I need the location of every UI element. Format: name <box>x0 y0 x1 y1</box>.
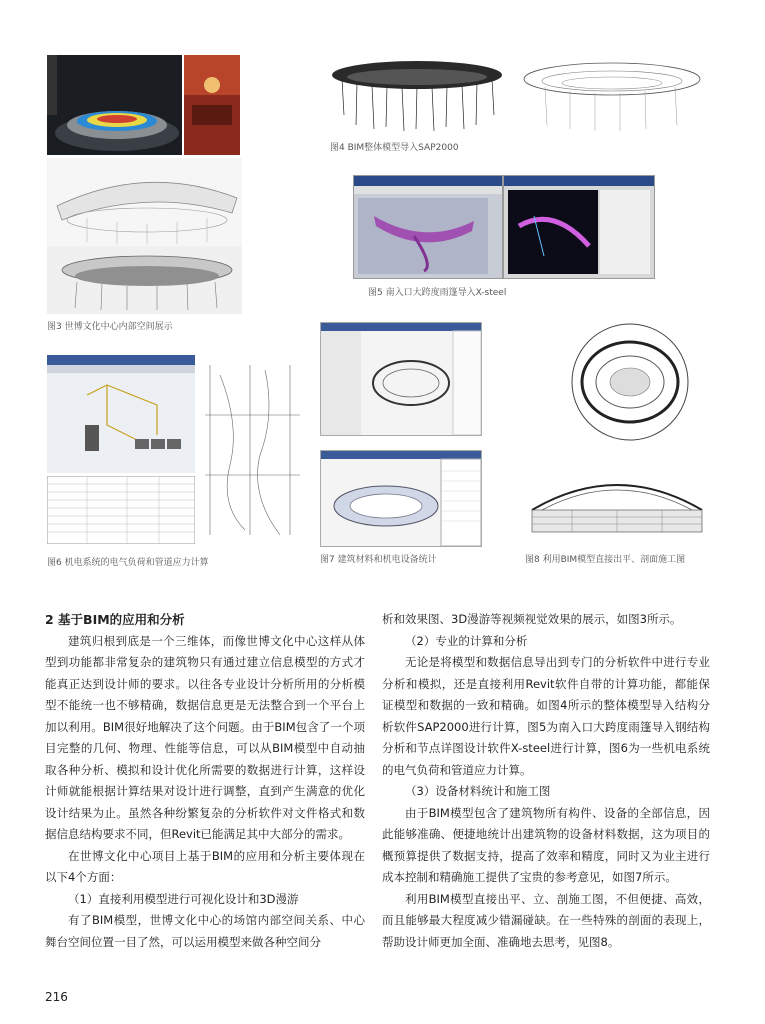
paragraph: 有了BIM模型，世博文化中心的场馆内部空间关系、中心舞台空间位置一目了然，可以运用模型来做各种空间分 <box>45 913 365 949</box>
figure-7a-revit <box>320 322 482 436</box>
figure-3-caption: 图3 世博文化中心内部空间展示 <box>47 322 173 332</box>
construction-section <box>522 455 712 545</box>
figure-7b-revit <box>320 450 482 547</box>
figure-6b-table <box>47 476 195 544</box>
figure-6-caption: 图6 机电系统的电气负荷和管道应力计算 <box>47 558 209 568</box>
figure-6c-pipe-stress <box>200 355 305 545</box>
figure-8b-section <box>522 455 712 545</box>
figure-8-caption: 图8 利用BIM模型直接出平、剖面施工图 <box>525 555 686 565</box>
pipe-stress-drawing <box>200 355 305 545</box>
paragraph: 利用BIM模型直接出平、立、剖施工图，不但便捷、高效，而且能够最大程度减少错漏碰缺。在一些特殊的剖面的表现上，帮助设计师更加全面、准确地去思考，见图8。 <box>382 891 710 949</box>
figure-8a-plan <box>565 318 695 446</box>
figure-5a-xsteel <box>353 175 503 279</box>
paragraph: 建筑归根到底是一个三维体，而像世博文化中心这样从体型到功能都非常复杂的建筑物只有通过建立信息模型的方式才能真正达到设计师的要求。以往各专业设计分析所用的分析模型不能统一也不够精确，数据信息更是无法整合到一个平台上加以利用。BIM很好地解决了这个问题。由于BIM包含了一个项目完整的几何、物理、性能等信息，可以从BIM模型中自动抽取各种分析、模拟和设计优化所需要的数据进行计算，这样设计师就能根据计算结果对设计进行调整，直到产生满意的优化设计结果为止。虽然各种纷繁复杂的分析软件对文件格式和数据信息结构要求不同，但Revit已能满足其中大部分的需求。 <box>45 633 365 841</box>
figure-6a-mep <box>47 355 195 473</box>
construction-plan <box>565 318 695 446</box>
figure-3b-interior <box>184 55 240 155</box>
figure-3c-sketch <box>47 158 242 246</box>
figure-5-caption: 图5 南入口大跨度雨篷导入X-steel <box>368 288 507 298</box>
sap2000-wireframe-light <box>515 55 710 135</box>
revit-plan-window <box>321 323 481 435</box>
figure-7-caption: 图7 建筑材料和机电设备统计 <box>320 555 437 565</box>
figure-4b-wireframe <box>515 55 710 135</box>
paragraph: 在世博文化中心项目上基于BIM的应用和分析主要体现在以下4个方面： <box>45 848 365 884</box>
page-number: 216 <box>45 990 68 1004</box>
paragraph: 析和效果图、3D漫游等视频视觉效果的展示，如图3所示。 <box>382 612 682 626</box>
xsteel-window-2 <box>504 176 654 278</box>
section-heading: 2 基于BIM的应用和分析 <box>45 612 185 627</box>
subsection-heading: （3）设备材料统计和施工图 <box>405 784 551 798</box>
right-text-column <box>382 609 710 953</box>
figure-4a-wireframe <box>322 55 512 135</box>
figure-3a-render <box>47 55 182 155</box>
paragraph: 由于BIM模型包含了建筑物所有构件、设备的全部信息，因此能够准确、便捷地统计出建筑物的设备材料数据，这为项目的概预算提供了数据支持，提高了效率和精度，同时又为业主进行成本控制和精确施工提供了宝贵的参考意见，如图7所示。 <box>382 805 710 884</box>
xsteel-window-1 <box>354 176 502 278</box>
figure-3d-sketch <box>47 246 242 314</box>
figure-5b-xsteel <box>503 175 655 279</box>
stadium-sketch-grey <box>47 246 242 314</box>
mep-data-table <box>47 476 195 544</box>
mep-3d-window <box>47 355 195 473</box>
figure-4-caption: 图4 BIM整体模型导入SAP2000 <box>330 143 459 153</box>
paragraph: 无论是将模型和数据信息导出到专门的分析软件中进行专业分析和模拟，还是直接利用Revit软件自带的计算功能，都能保证模型和数据的一致和精确。如图4所示的整体模型导入结构分析软件SAP2000进行计算，图5为南入口大跨度雨篷导入钢结构分析和节点详图设计软件X-steel进行计算，图6为一些机电系统的电气负荷和管道应力计算。 <box>382 655 710 777</box>
interior-render <box>184 55 240 155</box>
subsection-heading: （2）专业的计算和分析 <box>405 633 528 648</box>
sap2000-wireframe-dark <box>322 55 512 135</box>
subsection-heading: （1）直接利用模型进行可视化设计和3D漫游 <box>68 891 299 906</box>
stadium-render-dark <box>47 55 182 155</box>
revit-3d-schedule <box>321 451 481 546</box>
left-text-column <box>45 609 365 953</box>
stadium-sketch-white <box>47 158 242 246</box>
